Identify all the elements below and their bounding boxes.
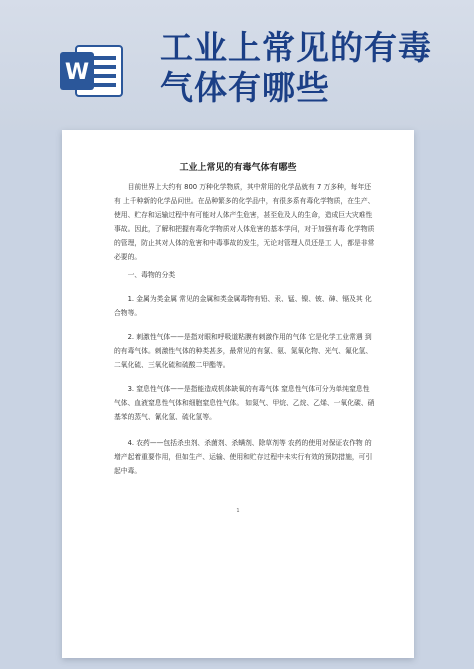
document-title: 工业上常见的有毒气体有哪些 [179,163,297,173]
paragraph-pesticides: 4. 农药——包括杀虫剂、杀菌剂、杀螨剂、除草剂等 农药的使用对保证农作物 的增产起着重要作用，但如生产、运输、使用和贮存过程中未实行有效的预防措施，可引起中毒。 [114,439,373,475]
paragraph-irritant-gas: 2. 刺激性气体——是指对眼和呼吸道粘膜有刺激作用的气体 它是化学工业常遇 到的有毒气体。刺激性气体的种类甚多，最常见的有氯、氨、氮氧化物、光气、氟化氢、二氧化硫、三氧化硫和硫酸二甲酯等。 [114,333,373,369]
paragraph-asphyxiant-gas: 3. 窒息性气体——是指能造成机体缺氧的有毒气体 窒息性气体可分为单纯窒息性 气体、血液窒息性气体和细胞窒息性气体。 如氮气、甲烷、乙烷、乙烯、一氧化碳、硝基苯的蒸气、氰化氢、硫化氢等。 [114,385,375,421]
word-icon-letter: W [64,60,90,85]
banner-title-line-1: 工业上常见的有毒 [160,28,432,67]
banner-title-line-2: 气体有哪些 [160,68,330,107]
section-heading: 一、毒物的分类 [127,271,176,279]
paragraph-metals: 1. 金属为类金属 常见的金属和类金属毒物有铅、汞、锰、镍、铍、砷、镉及其 化合物等。 [114,295,372,317]
page-number: 1 [236,508,240,514]
banner-title [160,28,460,108]
document-page [62,130,414,658]
header-banner [0,0,474,130]
intro-paragraph: 目前世界上大约有 800 万种化学物质，其中常用的化学品就有 7 万多种，每年还有 上千种新的化学品问世。在品种繁多的化学品中，有很多系有毒化学物质，在生产、使用、贮存和运输过程中有可能对人体产生危害，甚至危及人的生命，造成巨大灾难性事故。因此，了解和把握有毒化学物质对人体危害的基本学问，对于加强有毒 化学物质的管理，防止其对人体的危害和中毒事故的发生，无论对管理人员还是工 人，都是非常必要的。 [114,183,375,261]
word-icon [58,40,124,102]
